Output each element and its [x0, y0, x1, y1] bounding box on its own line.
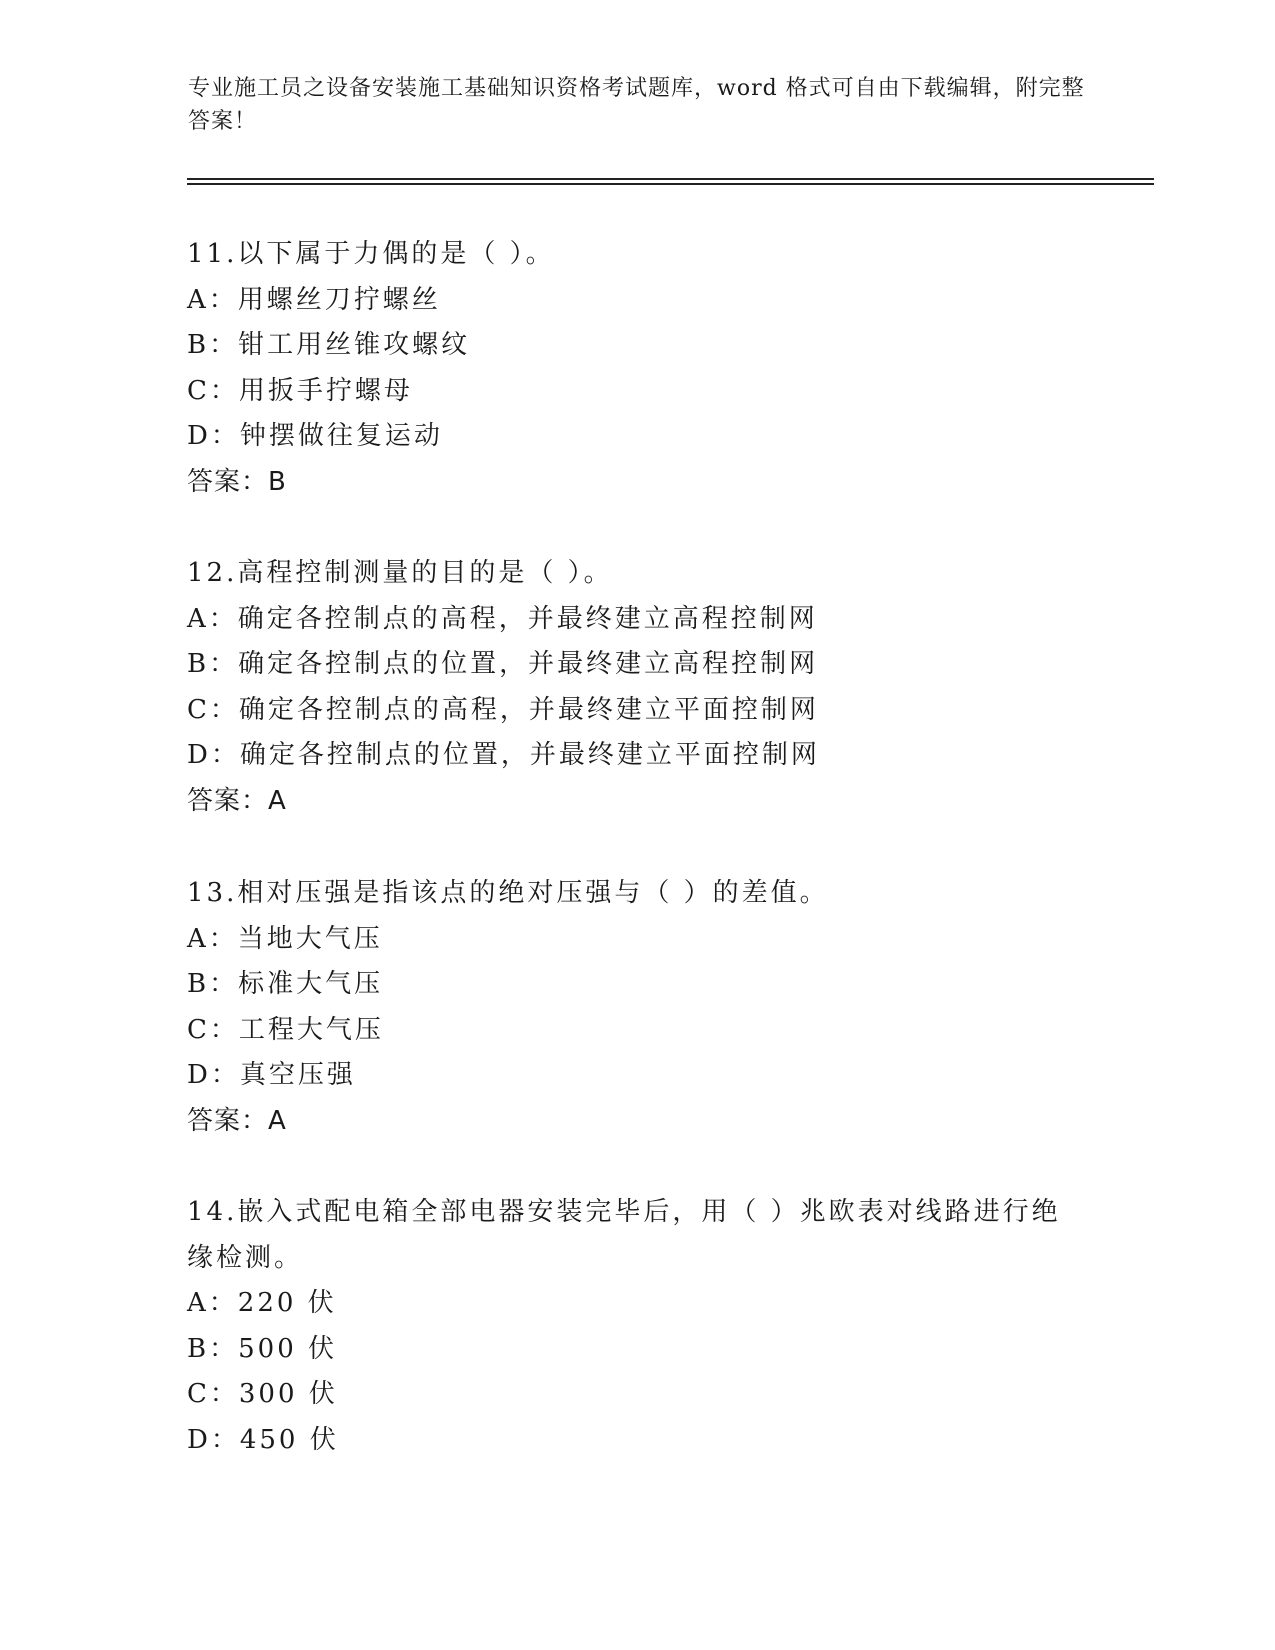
question-13 — [187, 871, 1067, 1144]
question-12 — [187, 551, 1067, 824]
option-a: A：当地大气压 — [187, 923, 383, 954]
question-stem: 12.高程控制测量的目的是（ ）。 — [187, 558, 613, 588]
option-d: D：钟摆做往复运动 — [187, 421, 443, 451]
document-header: 专业施工员之设备安装施工基础知识资格考试题库，word 格式可自由下载编辑，附完整答案！ — [188, 76, 1085, 134]
option-d: D：确定各控制点的位置，并最终建立平面控制网 — [187, 740, 820, 770]
header-divider-bottom — [187, 183, 1154, 185]
question-stem-line-2: 缘检测。 — [187, 1242, 304, 1273]
question-11 — [187, 232, 1067, 505]
option-c: C：确定各控制点的高程，并最终建立平面控制网 — [187, 694, 819, 725]
option-d: D：450 伏 — [187, 1424, 339, 1455]
option-b: B：标准大气压 — [187, 969, 384, 999]
option-a: A：确定各控制点的高程，并最终建立高程控制网 — [187, 603, 818, 634]
option-b: B：钳工用丝锥攻螺纹 — [187, 330, 471, 360]
option-c: C：用扳手拧螺母 — [187, 375, 413, 406]
question-stem: 13.相对压强是指该点的绝对压强与（ ）的差值。 — [187, 878, 829, 908]
answer-text: 答案：A — [187, 785, 287, 816]
option-c: C：工程大气压 — [187, 1014, 384, 1045]
option-a: A：用螺丝刀拧螺丝 — [187, 284, 441, 315]
option-d: D：真空压强 — [187, 1060, 356, 1090]
question-14 — [187, 1190, 1067, 1463]
option-b: B：确定各控制点的位置，并最终建立高程控制网 — [187, 649, 819, 679]
answer-text: 答案：A — [187, 1105, 287, 1136]
option-b: B：500 伏 — [187, 1333, 337, 1364]
option-a: A：220 伏 — [187, 1288, 337, 1318]
question-stem: 11.以下属于力偶的是（ ）。 — [187, 239, 555, 269]
header-divider-top — [187, 178, 1154, 180]
question-stem-line-1: 14.嵌入式配电箱全部电器安装完毕后，用（ ）兆欧表对线路进行绝 — [187, 1197, 1061, 1227]
option-c: C：300 伏 — [187, 1379, 338, 1409]
answer-text: 答案：B — [187, 466, 287, 497]
